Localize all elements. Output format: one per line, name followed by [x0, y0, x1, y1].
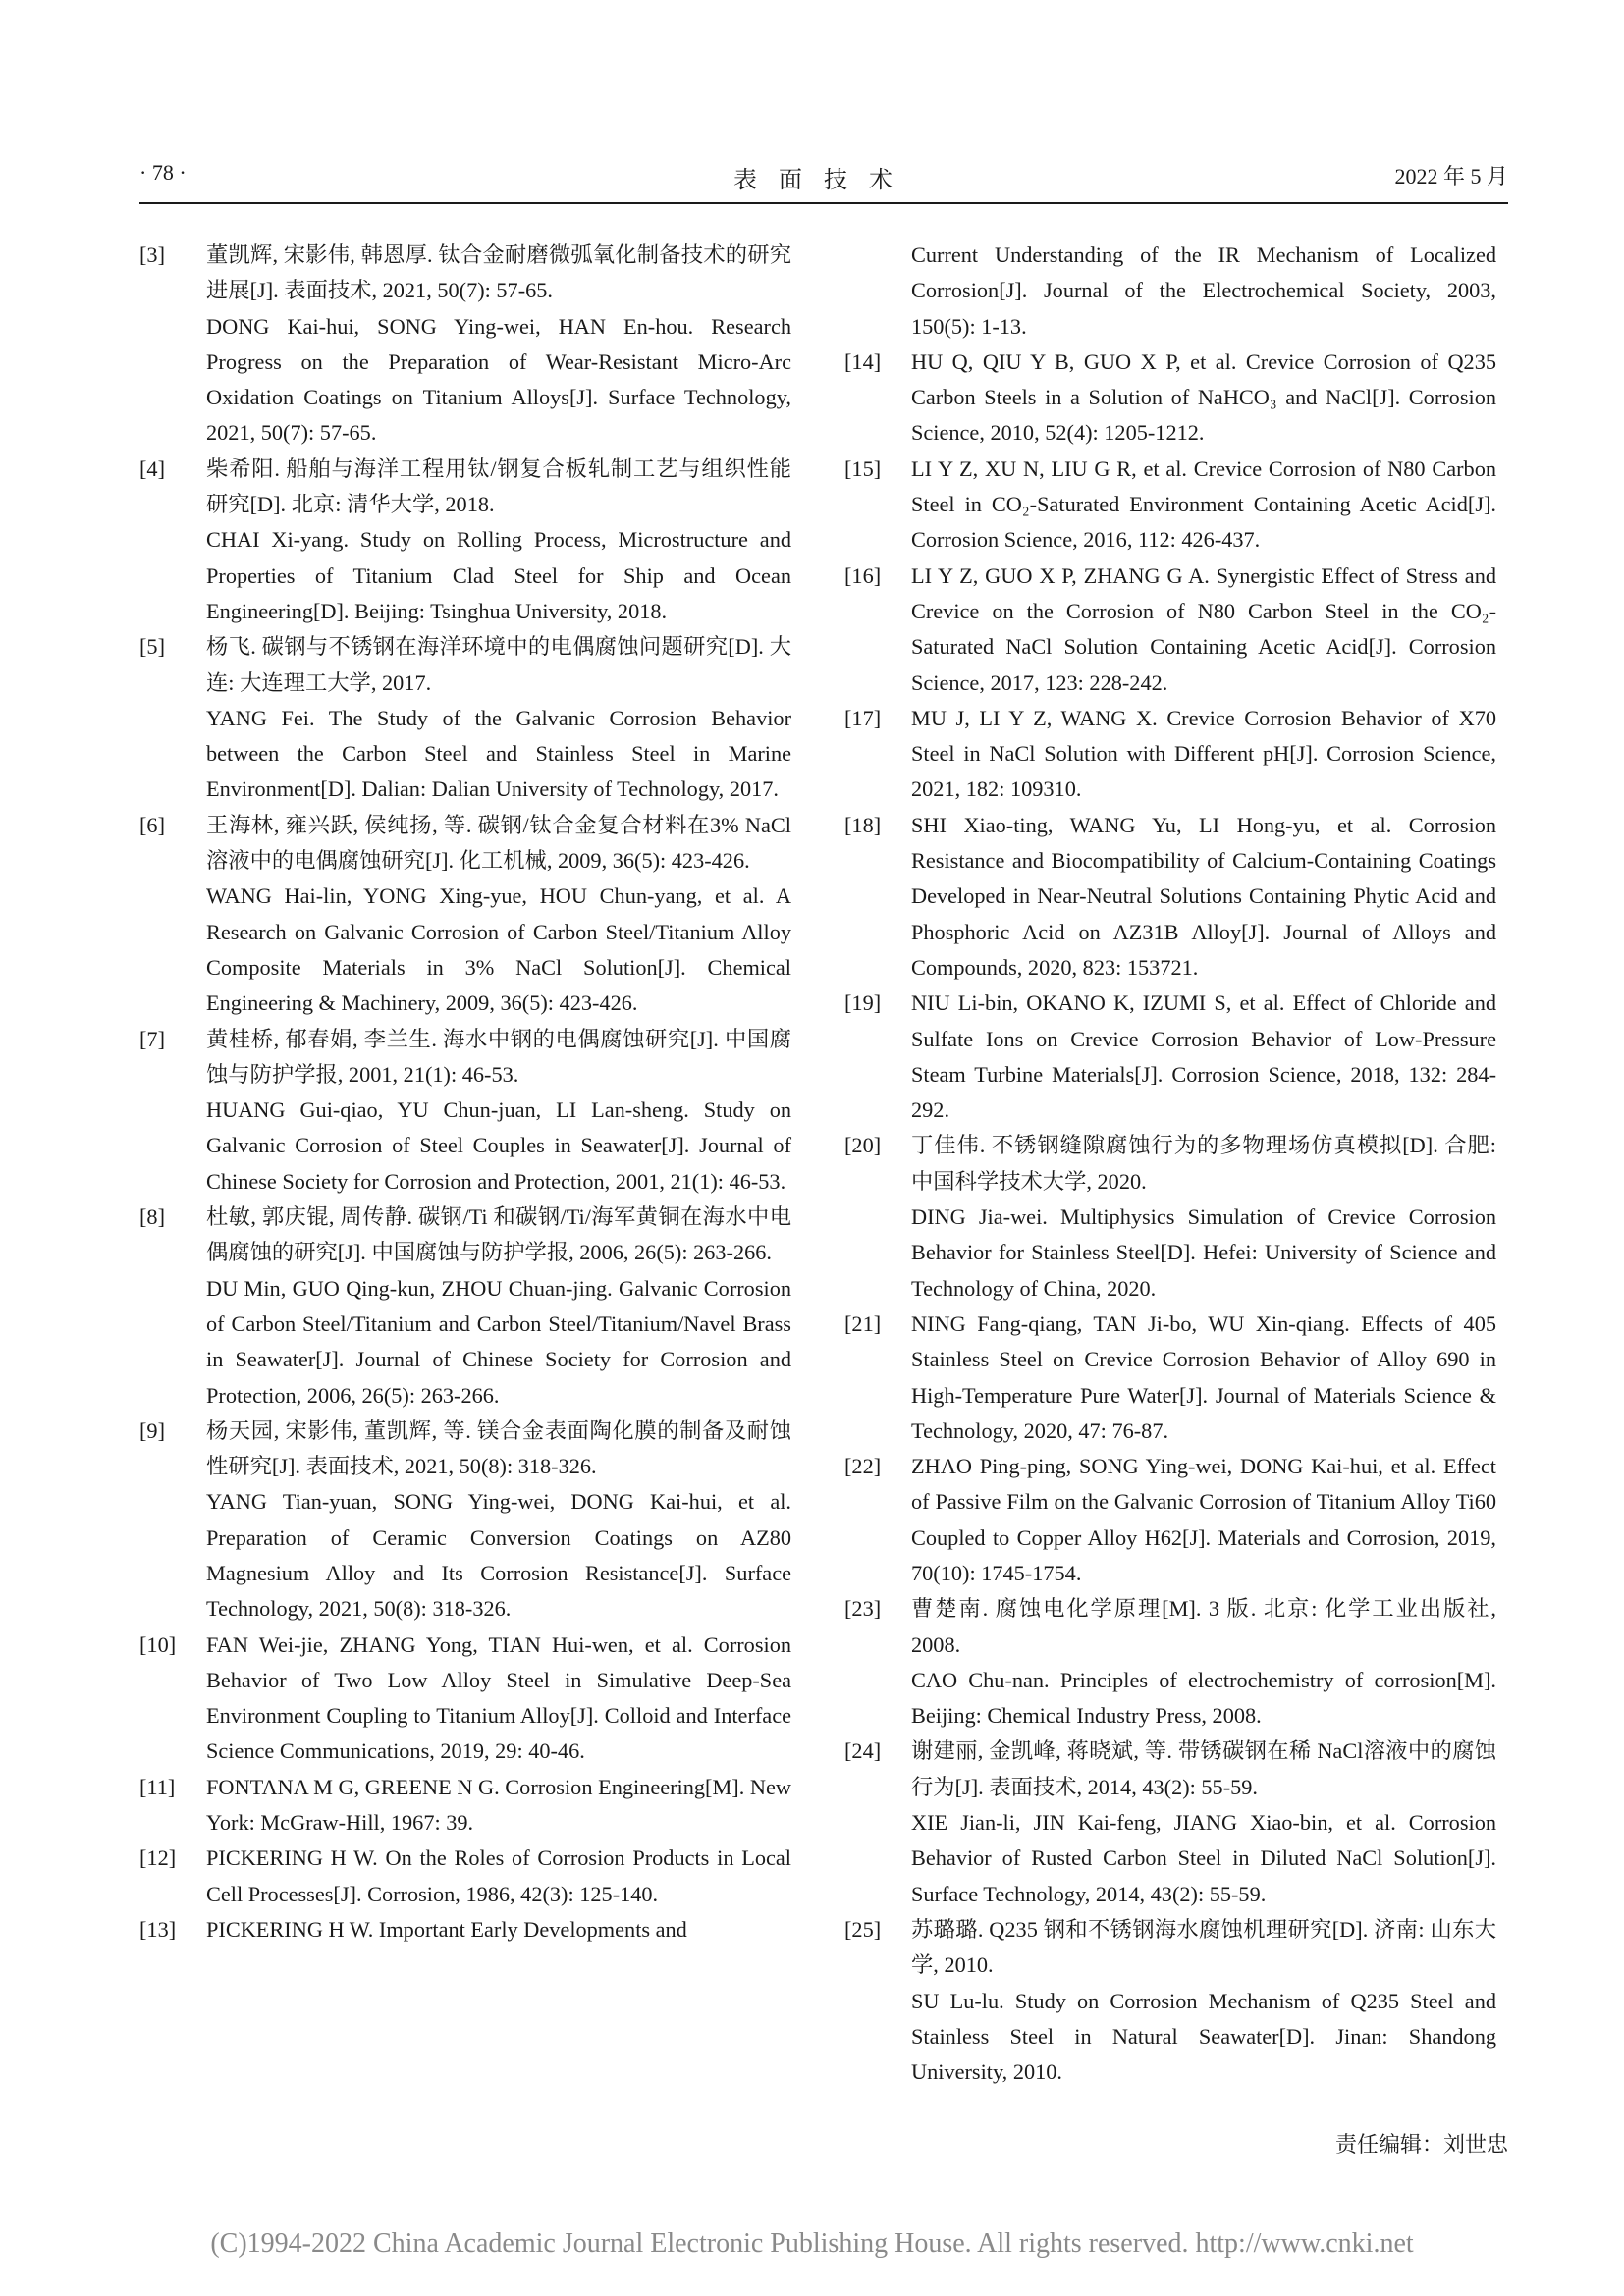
reference-zh: 杨飞. 碳钢与不锈钢在海洋环境中的电偶腐蚀问题研究[D]. 大连: 大连理工大学, 2017. [206, 634, 791, 695]
reference-number: [13] [139, 1916, 177, 1942]
reference-item [844, 1734, 1496, 1911]
reference-number: [22] [844, 1454, 882, 1479]
reference-item [844, 452, 1496, 559]
reference-number: [7] [139, 1026, 165, 1051]
reference-item [139, 1414, 791, 1628]
reference-item [844, 701, 1496, 808]
reference-number: [15] [844, 455, 882, 481]
reference-en: WANG Hai-lin, YONG Xing-yue, HOU Chun-yang, et al. A Research on Galvanic Corrosion of Carbon Steel/Titanium Alloy Composite Materials in 3% NaCl Solution[J]. Chemical Engineering & Machinery, 2009, 36(5): 423-426. [206, 883, 791, 1016]
reference-number: [5] [139, 634, 165, 660]
reference-number: [4] [139, 455, 165, 481]
issue-date: 2022 年 5 月 [1394, 164, 1508, 188]
reference-zh: 柴希阳. 船舶与海洋工程用钛/钢复合板轧制工艺与组织性能研究[D]. 北京: 清华大学, 2018. [206, 455, 791, 517]
reference-en: LI Y Z, XU N, LIU G R, et al. Crevice Corrosion of N80 Carbon Steel in CO₂-Saturated Environment Containing Acetic Acid[J]. Corrosion Science, 2016, 112: 426-437. [911, 455, 1496, 553]
reference-en: CHAI Xi-yang. Study on Rolling Process, Microstructure and Properties of Titanium Clad Steel for Ship and Ocean Engineering[D]. Beijing: Tsinghua University, 2018. [206, 527, 791, 623]
reference-item [844, 1912, 1496, 2090]
reference-zh: 杜敏, 郭庆锟, 周传静. 碳钢/Ti 和碳钢/Ti/海军黄铜在海水中电偶腐蚀的研究[J]. 中国腐蚀与防护学报, 2006, 26(5): 263-266. [206, 1204, 791, 1265]
reference-item [139, 1770, 791, 1842]
reference-en: SU Lu-lu. Study on Corrosion Mechanism of Q235 Steel and Stainless Steel in Natural Seawater[D]. Jinan: Shandong University, 2010. [911, 1988, 1496, 2085]
reference-zh: 杨天园, 宋影伟, 董凯辉, 等. 镁合金表面陶化膜的制备及耐蚀性研究[J]. 表面技术, 2021, 50(8): 318-326. [206, 1417, 791, 1479]
reference-number: [20] [844, 1133, 882, 1158]
reference-en: DU Min, GUO Qing-kun, ZHOU Chuan-jing. Galvanic Corrosion of Carbon Steel/Titanium and Carbon Steel/Titanium/Navel Brass in Seawater[J]. Journal of Chinese Society for Corrosion and Protection, 2006, 26(5): 263-266. [206, 1275, 791, 1408]
reference-item [139, 1841, 791, 1912]
right-column [844, 238, 1496, 2090]
reference-en: HU Q, QIU Y B, GUO X P, et al. Crevice Corrosion of Q235 Carbon Steels in a Solution of NaHCO₃ and NaCl[J]. Corrosion Science, 2010, 52(4): 1205-1212. [911, 348, 1496, 446]
reference-number: [18] [844, 812, 882, 837]
reference-continuation [911, 238, 1496, 345]
reference-number: [21] [844, 1310, 882, 1336]
reference-en: XIE Jian-li, JIN Kai-feng, JIANG Xiao-bin, et al. Corrosion Behavior of Rusted Carbon Steel in Diluted NaCl Solution[J]. Surface Technology, 2014, 43(2): 55-59. [911, 1810, 1496, 1906]
reference-number: [23] [844, 1596, 882, 1622]
reference-en: YANG Fei. The Study of the Galvanic Corrosion Behavior between the Carbon Steel and Stainless Steel in Marine Environment[D]. Dalian: Dalian University of Technology, 2017. [206, 705, 791, 802]
reference-zh: 苏璐璐. Q235 钢和不锈钢海水腐蚀机理研究[D]. 济南: 山东大学, 2010. [911, 1916, 1496, 1978]
reference-en: DONG Kai-hui, SONG Ying-wei, HAN En-hou. Research Progress on the Preparation of Wear-Resistant Micro-Arc Oxidation Coatings on Titanium Alloys[J]. Surface Technology, 2021, 50(7): 57-65. [206, 313, 791, 446]
copyright-footer: (C)1994-2022 China Academic Journal Electronic Publishing House. All rights reserved. http://www.cnki.net [210, 2228, 1414, 2259]
reference-en: SHI Xiao-ting, WANG Yu, LI Hong-yu, et al. Corrosion Resistance and Biocompatibility of Calcium-Containing Coatings Developed in Near-Neutral Solutions Containing Phytic Acid and Phosphoric Acid on AZ31B Alloy[J]. Journal of Alloys and Compounds, 2020, 823: 153721. [911, 812, 1496, 980]
reference-en: NING Fang-qiang, TAN Ji-bo, WU Xin-qiang. Effects of 405 Stainless Steel on Crevice Corrosion Behavior of Alloy 690 in High-Temperature Pure Water[J]. Journal of Materials Science & Technology, 2020, 47: 76-87. [911, 1310, 1496, 1443]
reference-en: NIU Li-bin, OKANO K, IZUMI S, et al. Effect of Chloride and Sulfate Ions on Crevice Corrosion Behavior of Low-Pressure Steam Turbine Materials[J]. Corrosion Science, 2018, 132: 284-292. [911, 990, 1496, 1123]
left-column [139, 238, 791, 1948]
reference-en: DING Jia-wei. Multiphysics Simulation of Crevice Corrosion Behavior for Stainless Steel[D]. Hefei: University of Science and Technology of China, 2020. [911, 1204, 1496, 1301]
reference-number: [19] [844, 990, 882, 1016]
reference-item [844, 808, 1496, 986]
header-rule [139, 202, 1508, 204]
reference-zh: 黄桂桥, 郁春娟, 李兰生. 海水中钢的电偶腐蚀研究[J]. 中国腐蚀与防护学报, 2001, 21(1): 46-53. [206, 1026, 791, 1087]
reference-number: [3] [139, 242, 165, 267]
reference-item [139, 238, 791, 452]
reference-number: [6] [139, 812, 165, 837]
reference-item [844, 1128, 1496, 1306]
reference-item [139, 1912, 791, 1948]
reference-number: [9] [139, 1417, 165, 1443]
page-number: · 78 · [139, 160, 187, 185]
reference-number: [17] [844, 705, 882, 730]
reference-zh: 曹楚南. 腐蚀电化学原理[M]. 3 版. 北京: 化学工业出版社, 2008. [911, 1596, 1496, 1657]
reference-en: HUANG Gui-qiao, YU Chun-juan, LI Lan-sheng. Study on Galvanic Corrosion of Steel Couples in Seawater[J]. Journal of Chinese Society for Corrosion and Protection, 2001, 21(1): 46-53. [206, 1097, 791, 1194]
reference-number: [25] [844, 1916, 882, 1942]
reference-item [844, 559, 1496, 701]
journal-title: 表面技术 [733, 168, 914, 193]
reference-en: PICKERING H W. On the Roles of Corrosion Products in Local Cell Processes[J]. Corrosion, 1986, 42(3): 125-140. [206, 1845, 791, 1906]
reference-item [139, 1022, 791, 1200]
reference-en: FONTANA M G, GREENE N G. Corrosion Engineering[M]. New York: McGraw-Hill, 1967: 39. [206, 1774, 791, 1836]
reference-en: CAO Chu-nan. Principles of electrochemistry of corrosion[M]. Beijing: Chemical Industry Press, 2008. [911, 1667, 1496, 1729]
reference-item [139, 1628, 791, 1770]
reference-en: LI Y Z, GUO X P, ZHANG G A. Synergistic Effect of Stress and Crevice on the Corrosion of N80 Carbon Steel in the CO₂-Saturated NaCl Solution Containing Acetic Acid[J]. Corrosion Science, 2017, 123: 228-242. [911, 562, 1496, 695]
reference-item [844, 1307, 1496, 1449]
reference-zh: 王海林, 雍兴跃, 侯纯扬, 等. 碳钢/钛合金复合材料在3% NaCl 溶液中的电偶腐蚀研究[J]. 化工机械, 2009, 36(5): 423-426. [206, 812, 791, 874]
reference-en: PICKERING H W. Important Early Developments and [206, 1916, 687, 1942]
reference-number: [24] [844, 1738, 882, 1764]
reference-en: YANG Tian-yuan, SONG Ying-wei, DONG Kai-hui, et al. Preparation of Ceramic Conversion Coatings on AZ80 Magnesium Alloy and Its Corrosion Resistance[J]. Surface Technology, 2021, 50(8): 318-326. [206, 1489, 791, 1622]
reference-item [844, 1449, 1496, 1591]
reference-en: FAN Wei-jie, ZHANG Yong, TIAN Hui-wen, et al. Corrosion Behavior of Two Low Alloy Steel in Simulative Deep-Sea Environment Coupling to Titanium Alloy[J]. Colloid and Interface Science Communications, 2019, 29: 40-46. [206, 1631, 791, 1764]
reference-en: ZHAO Ping-ping, SONG Ying-wei, DONG Kai-hui, et al. Effect of Passive Film on the Galvanic Corrosion of Titanium Alloy Ti60 Coupled to Copper Alloy H62[J]. Materials and Corrosion, 2019, 70(10): 1745-1754. [911, 1454, 1496, 1585]
reference-item [844, 345, 1496, 452]
reference-en: MU J, LI Y Z, WANG X. Crevice Corrosion Behavior of X70 Steel in NaCl Solution with Different pH[J]. Corrosion Science, 2021, 182: 109310. [911, 705, 1496, 802]
reference-zh: 丁佳伟. 不锈钢缝隙腐蚀行为的多物理场仿真模拟[D]. 合肥: 中国科学技术大学, 2020. [911, 1133, 1496, 1194]
page-header [139, 160, 1508, 195]
reference-number: [10] [139, 1631, 177, 1657]
reference-item [139, 629, 791, 807]
reference-item [844, 1591, 1496, 1734]
reference-item [139, 1200, 791, 1414]
responsible-editor: 责任编辑：刘世忠 [1334, 2132, 1508, 2157]
reference-item [844, 986, 1496, 1128]
reference-number: [8] [139, 1204, 165, 1230]
reference-item [139, 452, 791, 629]
reference-en: Current Understanding of the IR Mechanism of Localized Corrosion[J]. Journal of the Electrochemical Society, 2003, 150(5): 1-13. [911, 242, 1496, 339]
reference-item [139, 808, 791, 1022]
reference-zh: 董凯辉, 宋影伟, 韩恩厚. 钛合金耐磨微弧氧化制备技术的研究进展[J]. 表面技术, 2021, 50(7): 57-65. [206, 242, 791, 303]
reference-number: [14] [844, 348, 882, 374]
reference-number: [16] [844, 562, 882, 588]
reference-number: [12] [139, 1845, 177, 1871]
reference-number: [11] [139, 1774, 176, 1799]
reference-zh: 谢建丽, 金凯峰, 蒋晓斌, 等. 带锈碳钢在稀 NaCl溶液中的腐蚀行为[J]. 表面技术, 2014, 43(2): 55-59. [911, 1738, 1496, 1799]
